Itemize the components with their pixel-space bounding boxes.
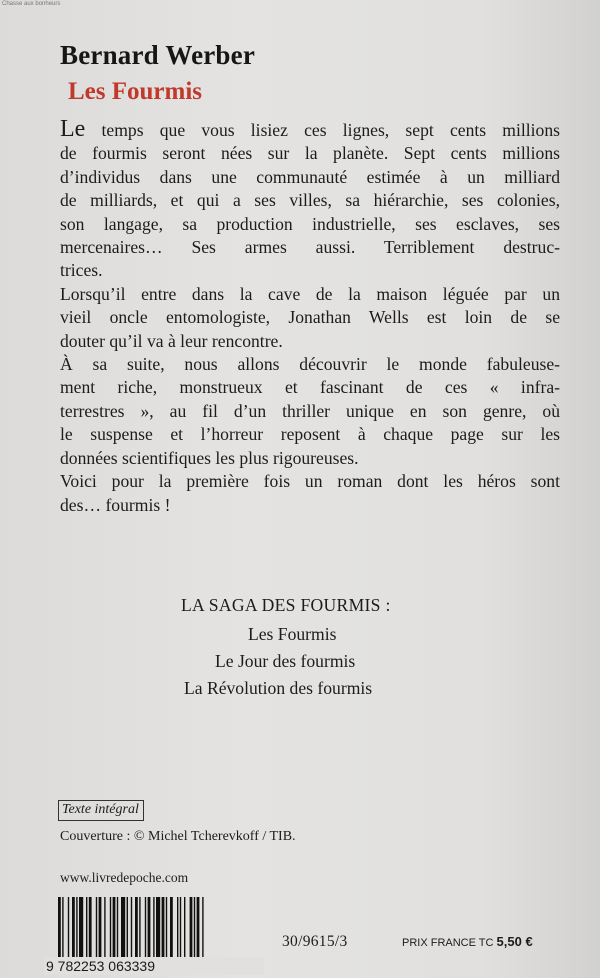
blurb-line: des… fourmis ! <box>60 494 171 515</box>
barcode-bar <box>202 897 203 967</box>
blurb-line: terrestres », au fil d’un thriller unique en son genre, où <box>60 400 560 421</box>
barcode-bar <box>184 897 185 959</box>
barcode-bar <box>117 897 118 959</box>
barcode-bar <box>96 897 97 959</box>
saga-heading: LA SAGA DES FOURMIS : <box>181 595 391 615</box>
barcode-bar <box>121 897 125 959</box>
barcode-bar <box>104 897 105 959</box>
blurb-line: de milliards, et qui a ses villes, sa hiérarchie, ses colonies, <box>60 190 560 211</box>
blurb-line: trices. <box>60 260 103 281</box>
barcode-bar <box>139 897 140 959</box>
blurb <box>60 118 560 517</box>
barcode-bar <box>76 897 77 959</box>
publisher-website[interactable]: www.livredepoche.com <box>60 870 189 885</box>
barcode-bar <box>110 897 111 959</box>
barcode-bars <box>58 897 204 967</box>
barcode-bar <box>79 897 83 959</box>
book-title: Les Fourmis <box>68 78 203 105</box>
blurb-line: Lorsqu’il entre dans la cave de la maison léguée par un <box>60 283 560 304</box>
blurb-line: ment riche, monstrueux et fascinant de ces « infra- <box>60 377 560 398</box>
barcode-bar <box>135 897 138 959</box>
blurb-first-word: Le <box>60 116 86 142</box>
barcode-digits: 9 782253 063339 <box>46 958 155 974</box>
blurb-line: mercenaires… Ses armes aussi. Terriblement destruc- <box>60 237 560 258</box>
blurb-line: Le temps que vous lisiez ces lignes, sept cents millions <box>60 116 560 142</box>
barcode-bar <box>62 897 63 967</box>
barcode-bar <box>145 897 146 959</box>
barcode-bar <box>58 897 61 967</box>
barcode-bar <box>68 897 69 959</box>
saga-book: Les Fourmis <box>248 624 337 644</box>
barcode-bar <box>170 897 173 959</box>
barcode-bar <box>131 897 132 967</box>
price <box>402 934 533 949</box>
barcode-bar <box>99 897 102 959</box>
barcode-bar <box>113 897 116 959</box>
barcode-bar <box>148 897 151 959</box>
barcode-bar <box>166 897 167 959</box>
blurb-line: À sa suite, nous allons découvrir le monde fabuleuse- <box>60 354 560 375</box>
blurb-line: données scientifiques les plus rigoureuses. <box>60 447 359 468</box>
blurb-line: de fourmis seront nées sur la planète. Sept cents millions <box>60 143 560 164</box>
barcode-bar <box>89 897 92 959</box>
barcode-bar <box>72 897 75 959</box>
barcode-bar <box>177 897 178 959</box>
watermark-text: Chasse aux bonheurs <box>2 1 61 7</box>
saga-book: La Révolution des fourmis <box>184 678 373 698</box>
barcode-bar <box>194 897 195 959</box>
cover-credit: Couverture : © Michel Tcherevkoff / TIB. <box>60 829 296 844</box>
blurb-line: son langage, sa production industrielle, ses esclaves, ses <box>60 213 560 234</box>
blurb-line: le suspense et l’horreur reposent à chaque page sur les <box>60 424 560 445</box>
barcode-bar <box>86 897 87 959</box>
barcode-bar <box>156 897 160 959</box>
barcode-bar <box>180 897 181 959</box>
edition-note: Texte intégral <box>58 800 144 821</box>
saga-book: Le Jour des fourmis <box>215 651 356 671</box>
blurb-line: Voici pour la première fois un roman dont les héros sont <box>60 471 560 492</box>
barcode <box>44 895 264 975</box>
barcode-bar <box>127 897 128 959</box>
blurb-line: d’individus dans une communauté estimée à un milliard <box>60 166 560 187</box>
price-label: PRIX FRANCE TC <box>402 937 494 949</box>
barcode-bar <box>197 897 200 959</box>
blurb-line: vieil oncle entomologiste, Jonathan Wells est loin de se <box>60 307 560 328</box>
barcode-bar <box>153 897 154 959</box>
barcode-bar <box>190 897 193 959</box>
blurb-line: douter qu’il va à leur rencontre. <box>60 330 283 351</box>
catalog-code: 30/9615/3 <box>282 933 348 950</box>
price-amount: 5,50 € <box>496 934 533 949</box>
author-name: Bernard Werber <box>60 40 256 70</box>
barcode-bar <box>162 897 165 959</box>
